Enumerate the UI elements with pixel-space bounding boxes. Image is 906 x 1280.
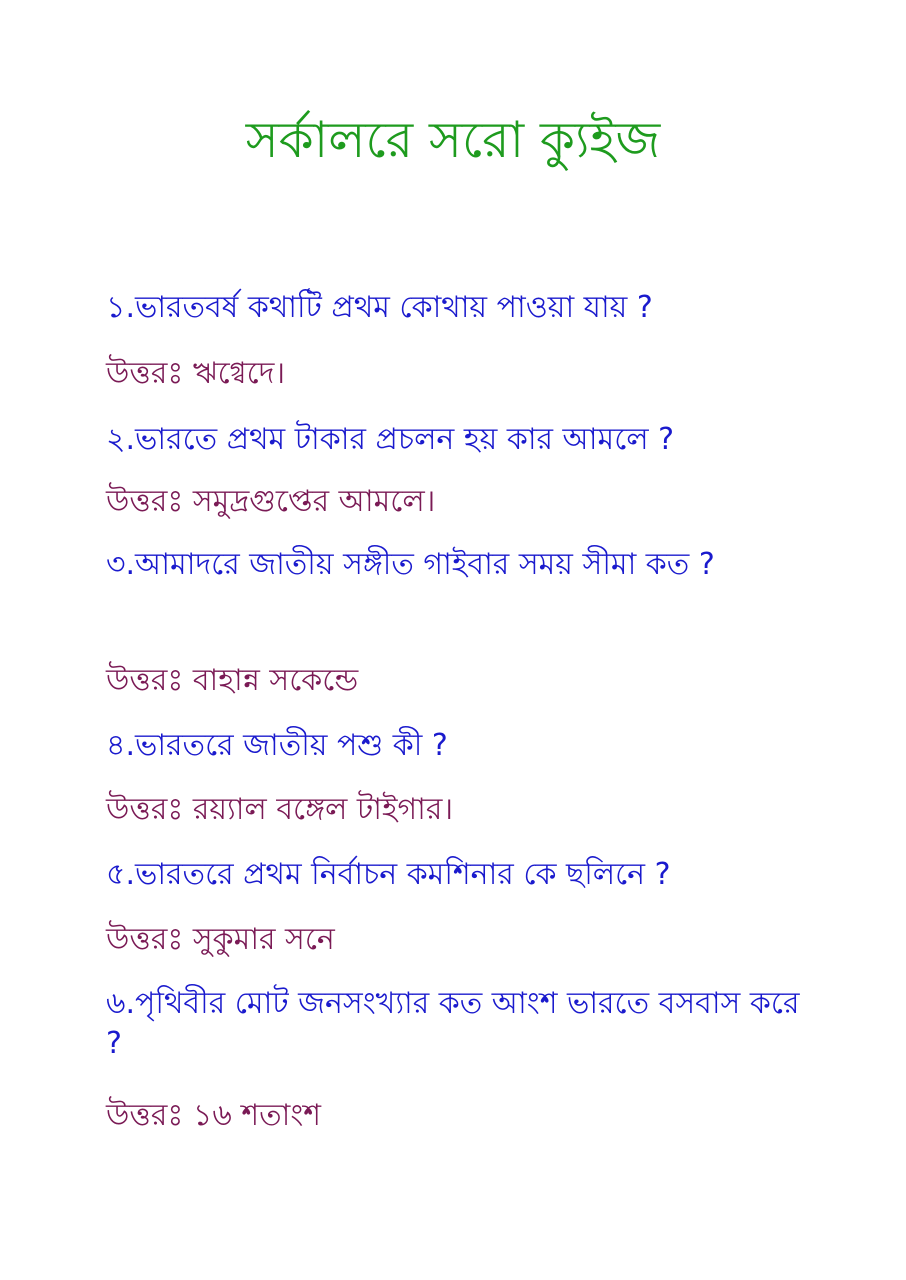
question-2: ২.ভারতে প্রথম টাকার প্রচলন হয় কার আমলে ?: [106, 422, 675, 457]
answer-3: উত্তরঃ বাহান্ন সকেন্ডে: [106, 663, 359, 698]
answer-4: উত্তরঃ রয়্যাল বঙ্গেল টাইগার।: [106, 792, 454, 827]
question-5: ৫.ভারতরে প্রথম নির্বাচন কমশিনার কে ছলিনে ?: [106, 857, 671, 892]
answer-1: উত্তরঃ ঋগ্বেদে।: [106, 356, 286, 391]
answer-6: উত্তরঃ ১৬ শতাংশ: [106, 1098, 321, 1133]
question-1: ১.ভারতবর্ষ কথাটি প্রথম কোথায় পাওয়া যায় ?: [106, 290, 653, 325]
document-title: সর্কালরে সরো ক্যুইজ: [245, 111, 661, 169]
answer-2: উত্তরঃ সমুদ্রগুপ্তের আমলে।: [106, 484, 436, 519]
answer-5: উত্তরঃ সুকুমার সনে: [106, 922, 335, 957]
question-4: ৪.ভারতরে জাতীয় পশু কী ?: [106, 728, 448, 763]
question-3: ৩.আমাদরে জাতীয় সঙ্গীত গাইবার সময় সীমা কত ?: [106, 547, 715, 582]
question-6: ৬.পৃথিবীর মোট জনসংখ্যার কত আংশ ভারতে বসবাস করে ?: [106, 986, 800, 1061]
